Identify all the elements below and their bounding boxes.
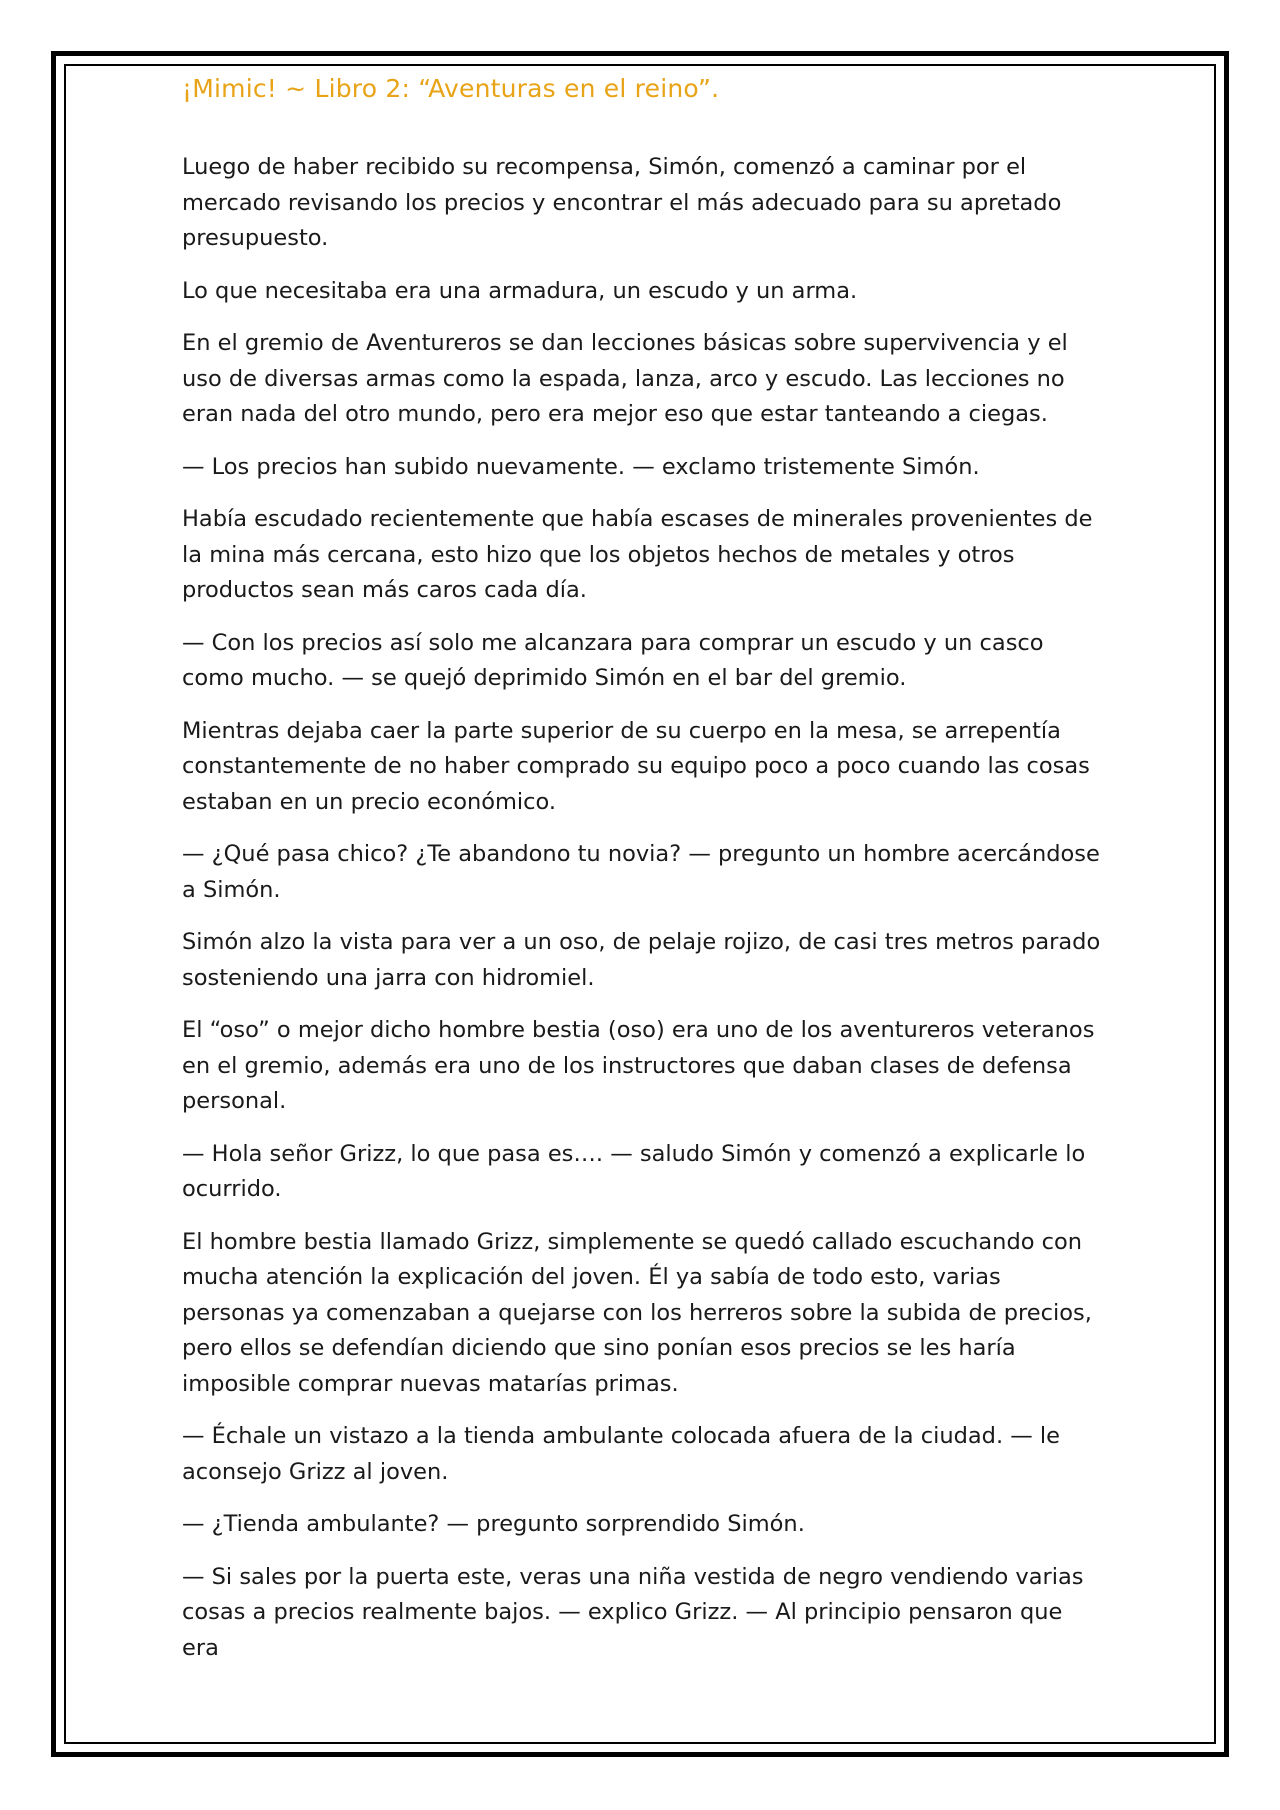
paragraph: Mientras dejaba caer la parte superior de su cuerpo en la mesa, se arrepentía constantemente de no haber comprado su equipo poco a poco cuando las cosas estaban en un precio económico. xyxy=(182,717,1090,815)
paragraph: Había escudado recientemente que había escases de minerales provenientes de la mina más cercana, esto hizo que los objetos hechos de metales y otros productos sean más caros cada día. xyxy=(182,506,1093,603)
paragraph: El “oso” o mejor dicho hombre bestia (oso) era uno de los aventureros veteranos en el gremio, además era uno de los instructores que daban clases de defensa personal. xyxy=(182,1017,1095,1114)
paragraph: — Los precios han subido nuevamente. — exclamo tristemente Simón. xyxy=(182,453,980,480)
page-body xyxy=(182,150,1102,1683)
paragraph: — ¿Tienda ambulante? — pregunto sorprendido Simón. xyxy=(182,1511,805,1537)
paragraph: El hombre bestia llamado Grizz, simplemente se quedó callado escuchando con mucha atención la explicación del joven. Él ya sabía de todo esto, varias personas ya comenzaban a quejarse con los herreros sobre la subida de precios, pero ellos se defendían diciendo que sino ponían esos precios se les haría imposible comprar nuevas matarías primas. xyxy=(182,1228,1092,1397)
paragraph: Simón alzo la vista para ver a un oso, de pelaje rojizo, de casi tres metros parado sosteniendo una jarra con hidromiel. xyxy=(182,929,1101,991)
paragraph: — ¿Qué pasa chico? ¿Te abandono tu novia? — pregunto un hombre acercándose a Simón. xyxy=(182,841,1100,903)
paragraph: Lo que necesitaba era una armadura, un escudo y un arma. xyxy=(182,277,858,304)
running-header: ¡Mimic! ~ Libro 2: “Aventuras en el reino”. xyxy=(182,74,720,103)
paragraph: — Con los precios así solo me alcanzara para comprar un escudo y un casco como mucho. — se quejó deprimido Simón en el bar del gremio. xyxy=(182,629,1044,691)
paragraph: Luego de haber recibido su recompensa, Simón, comenzó a caminar por el mercado revisando los precios y encontrar el más adecuado para su apretado presupuesto. xyxy=(182,154,1062,251)
paragraph: — Si sales por la puerta este, veras una niña vestida de negro vendiendo varias cosas a precios realmente bajos. — explico Grizz. — Al principio pensaron que era xyxy=(182,1563,1084,1661)
paragraph: — Hola señor Grizz, lo que pasa es…. — saludo Simón y comenzó a explicarle lo ocurrido. xyxy=(182,1140,1086,1202)
paragraph: — Échale un vistazo a la tienda ambulante colocada afuera de la ciudad. — le aconsejo Grizz al joven. xyxy=(182,1423,1061,1485)
paragraph: En el gremio de Aventureros se dan lecciones básicas sobre supervivencia y el uso de diversas armas como la espada, lanza, arco y escudo. Las lecciones no eran nada del otro mundo, pero era mejor eso que estar tanteando a ciegas. xyxy=(182,330,1068,427)
